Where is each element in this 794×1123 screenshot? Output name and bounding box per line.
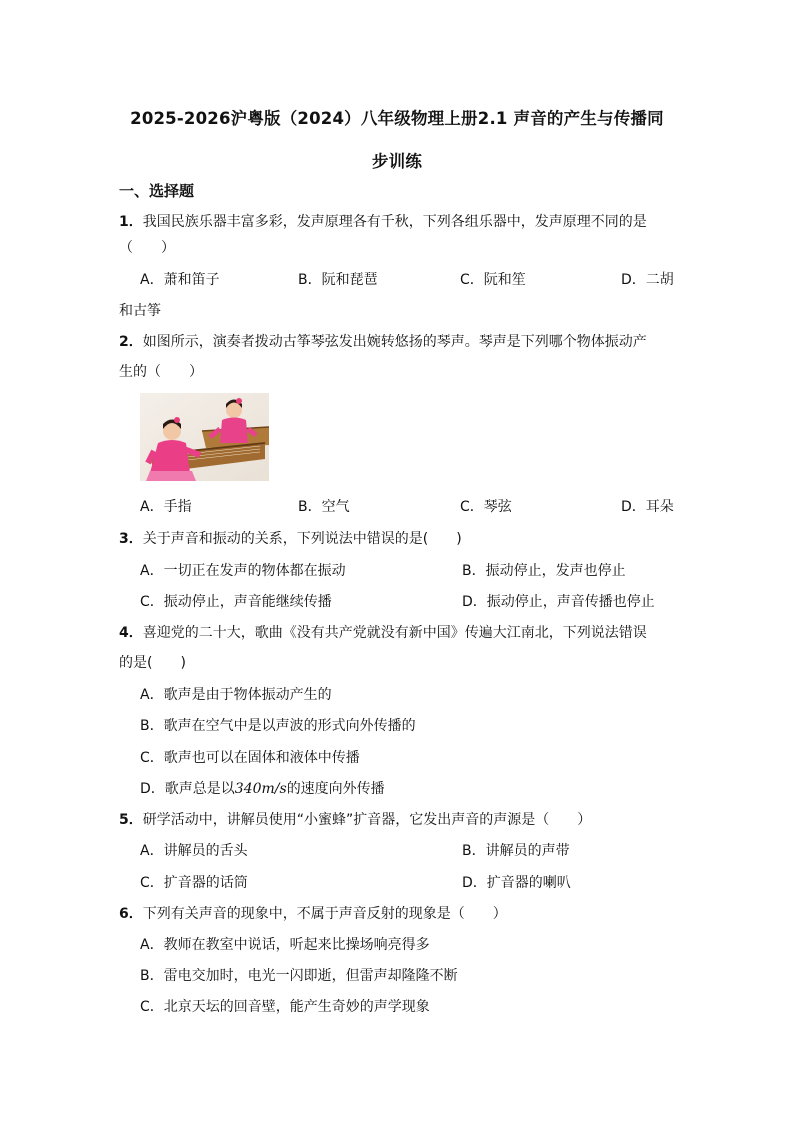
q5-option-b: B．讲解员的声带 — [462, 843, 570, 859]
guzheng-player-photo — [140, 393, 269, 481]
question-text: 下列有关声音的现象中，不属于声音反射的现象是（ ） — [142, 906, 507, 922]
q3-option-b: B．振动停止，发声也停止 — [462, 563, 626, 579]
q4-option-d — [140, 779, 385, 799]
q2-option-c: C．琴弦 — [460, 499, 512, 515]
question-number: 6． — [119, 906, 143, 922]
question-3-stem — [119, 529, 462, 549]
q2-option-a: A．手指 — [140, 499, 192, 515]
q5-option-a: A．讲解员的舌头 — [140, 843, 248, 859]
q5-option-c: C．扩音器的话筒 — [140, 875, 248, 891]
question-1-stem-cont: （ ） — [119, 240, 175, 256]
question-4-stem-cont: 的是( ) — [119, 655, 186, 671]
q6-option-b: B．雷电交加时，电光一闪即逝，但雷声却隆隆不断 — [140, 968, 458, 984]
question-number: 4． — [119, 625, 143, 641]
speed-value: 340m/s — [234, 781, 287, 797]
q1-option-d: D．二胡 — [621, 272, 674, 288]
q3-option-d: D．振动停止，声音传播也停止 — [462, 594, 655, 610]
document-title-line-2: 步训练 — [371, 152, 423, 171]
question-text: 研学活动中，讲解员使用“小蜜蜂”扩音器，它发出声音的声源是（ ） — [142, 812, 592, 828]
question-text: 关于声音和振动的关系，下列说法中错误的是( ) — [142, 531, 462, 547]
question-2-stem-cont: 生的（ ） — [119, 364, 203, 380]
question-number: 3． — [119, 531, 143, 547]
question-text: 我国民族乐器丰富多彩，发声原理各有千秋，下列各组乐器中，发声原理不同的是 — [142, 214, 647, 230]
q2-option-b: B．空气 — [298, 499, 350, 515]
q2-option-d: D．耳朵 — [621, 499, 674, 515]
option-text: D．歌声总是以 — [140, 781, 235, 797]
q6-option-a: A．教师在教室中说话，听起来比操场响亮得多 — [140, 937, 430, 953]
question-1-stem — [119, 212, 647, 232]
question-4-stem — [119, 623, 647, 643]
q4-option-b: B．歌声在空气中是以声波的形式向外传播的 — [140, 718, 416, 734]
question-6-stem — [119, 904, 507, 924]
q4-option-c: C．歌声也可以在固体和液体中传播 — [140, 750, 360, 766]
question-text: 喜迎党的二十大，歌曲《没有共产党就没有新中国》传遍大江南北，下列说法错误 — [142, 625, 647, 641]
question-5-stem — [119, 810, 591, 830]
q5-option-d: D．扩音器的喇叭 — [462, 875, 571, 891]
q1-option-a: A．萧和笛子 — [140, 272, 220, 288]
question-number: 1． — [119, 214, 143, 230]
q3-option-a: A．一切正在发声的物体都在振动 — [140, 563, 346, 579]
question-text: 如图所示，演奏者拨动古筝琴弦发出婉转悠扬的琴声。琴声是下列哪个物体振动产 — [142, 334, 647, 350]
question-2-stem — [119, 332, 647, 352]
option-text-tail: 的速度向外传播 — [286, 781, 385, 797]
q6-option-c: C．北京天坛的回音壁，能产生奇妙的声学现象 — [140, 999, 430, 1015]
question-number: 5． — [119, 812, 143, 828]
q1-option-c: C．阮和笙 — [460, 272, 526, 288]
q1-option-d-cont: 和古筝 — [119, 303, 161, 319]
q1-option-b: B．阮和琵琶 — [298, 272, 378, 288]
section-heading: 一、选择题 — [119, 182, 195, 200]
question-number: 2． — [119, 334, 143, 350]
q4-option-a: A．歌声是由于物体振动产生的 — [140, 687, 332, 703]
q3-option-c: C．振动停止，声音能继续传播 — [140, 594, 332, 610]
document-title-line-1: 2025-2026沪粤版（2024）八年级物理上册2.1 声音的产生与传播同 — [130, 109, 664, 128]
